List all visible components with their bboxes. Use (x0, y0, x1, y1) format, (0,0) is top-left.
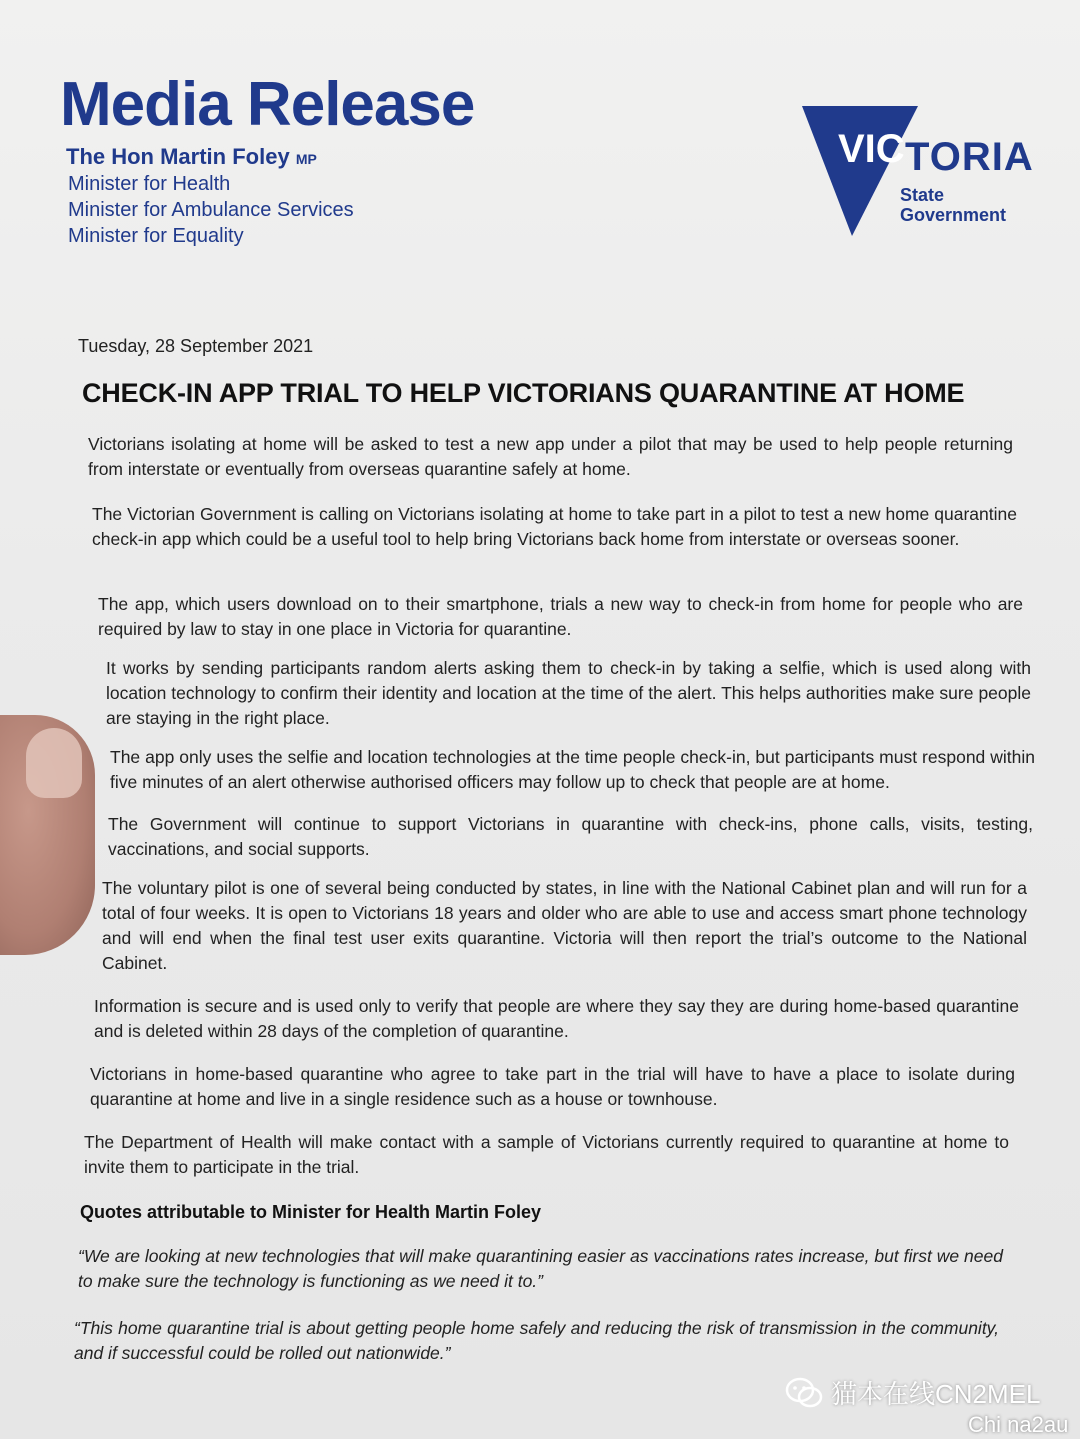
minister-name-text: The Hon Martin Foley (66, 144, 290, 169)
paragraph-9: Victorians in home-based quarantine who agree to take part in the trial will have to have a place to isolate during quarantine at home and live in a single residence such as a house or townhouse. (90, 1064, 1015, 1109)
minister-role-equality: Minister for Equality (68, 225, 244, 247)
victoria-logo-subtitle (900, 185, 1006, 225)
logo-line-state: State (900, 185, 945, 205)
paragraph-3: The app, which users download on to their smartphone, trials a new way to check-in from home for people who are required by law to stay in one place in Victoria for quarantine. (98, 594, 1023, 639)
paragraph-8: Information is secure and is used only to verify that people are where they say they are during home-based quarantine and is deleted within 28 days of the completion of quarantine. (94, 996, 1019, 1041)
minister-suffix: MP (295, 151, 317, 167)
paragraph-2: The Victorian Government is calling on Victorians isolating at home to take part in a pilot to test a new home quarantine check-in app which could be a useful tool to help bring Victorians back home from interstate or overseas sooner. (92, 504, 1017, 549)
release-date: Tuesday, 28 September 2021 (78, 336, 314, 356)
media-release-title: Media Release (60, 70, 475, 139)
paragraph-4: It works by sending participants random alerts asking them to check-in by taking a selfie, which is used along with location technology to confirm their identity and location at the time of the alert. This helps authorities make sure people are staying in the right place. (106, 658, 1031, 728)
wechat-icon (785, 1377, 823, 1409)
victoria-logo-word: TORIA (905, 135, 1034, 179)
minister-role-health: Minister for Health (68, 173, 231, 195)
paragraph-1: Victorians isolating at home will be asked to test a new app under a pilot that may be used to help people returning from interstate or eventually from overseas quarantine safely at home. (88, 434, 1013, 479)
quote-1: “We are looking at new technologies that will make quarantining easier as vaccinations rates increase, but first we need to make sure the technology is functioning as we need it to.” (78, 1246, 1003, 1291)
minister-name (66, 144, 474, 170)
paragraph-5: The app only uses the selfie and location technologies at the time people check-in, but participants must respond within five minutes of an alert otherwise authorised officers may follow up to check that people are at home. (110, 747, 1035, 792)
media-release-header (60, 70, 474, 248)
svg-text:VIC: VIC (838, 127, 905, 171)
watermark-text: 猫本在线CN2MEL (831, 1379, 1041, 1409)
paragraph-7: The voluntary pilot is one of several being conducted by states, in line with the National Cabinet plan and will run for a total of four weeks. It is open to Victorians 18 years and older who are able to use and access smart phone technology and will end when the final test user exits quarantine. Victoria will then report the trial’s outcome to the National Cabinet. (102, 878, 1027, 973)
paragraph-6: The Government will continue to support Victorians in quarantine with check-ins, phone calls, visits, testing, vaccinations, and social supports. (108, 814, 1033, 859)
quotes-heading: Quotes attributable to Minister for Health Martin Foley (80, 1202, 542, 1222)
headline: CHECK-IN APP TRIAL TO HELP VICTORIANS QUARANTINE AT HOME (82, 378, 965, 408)
watermark (785, 1374, 1040, 1411)
paragraph-10: The Department of Health will make contact with a sample of Victorians currently required to quarantine at home to invite them to participate in the trial. (84, 1132, 1009, 1177)
minister-role-ambulance: Minister for Ambulance Services (68, 199, 354, 221)
thumb-nail (26, 728, 82, 798)
quote-2: “This home quarantine trial is about getting people home safely and reducing the risk of transmission in the community, and if successful could be rolled out nationwide.” (74, 1318, 999, 1363)
logo-line-government: Government (900, 205, 1007, 225)
source-tag: Chi na2au (968, 1412, 1069, 1437)
